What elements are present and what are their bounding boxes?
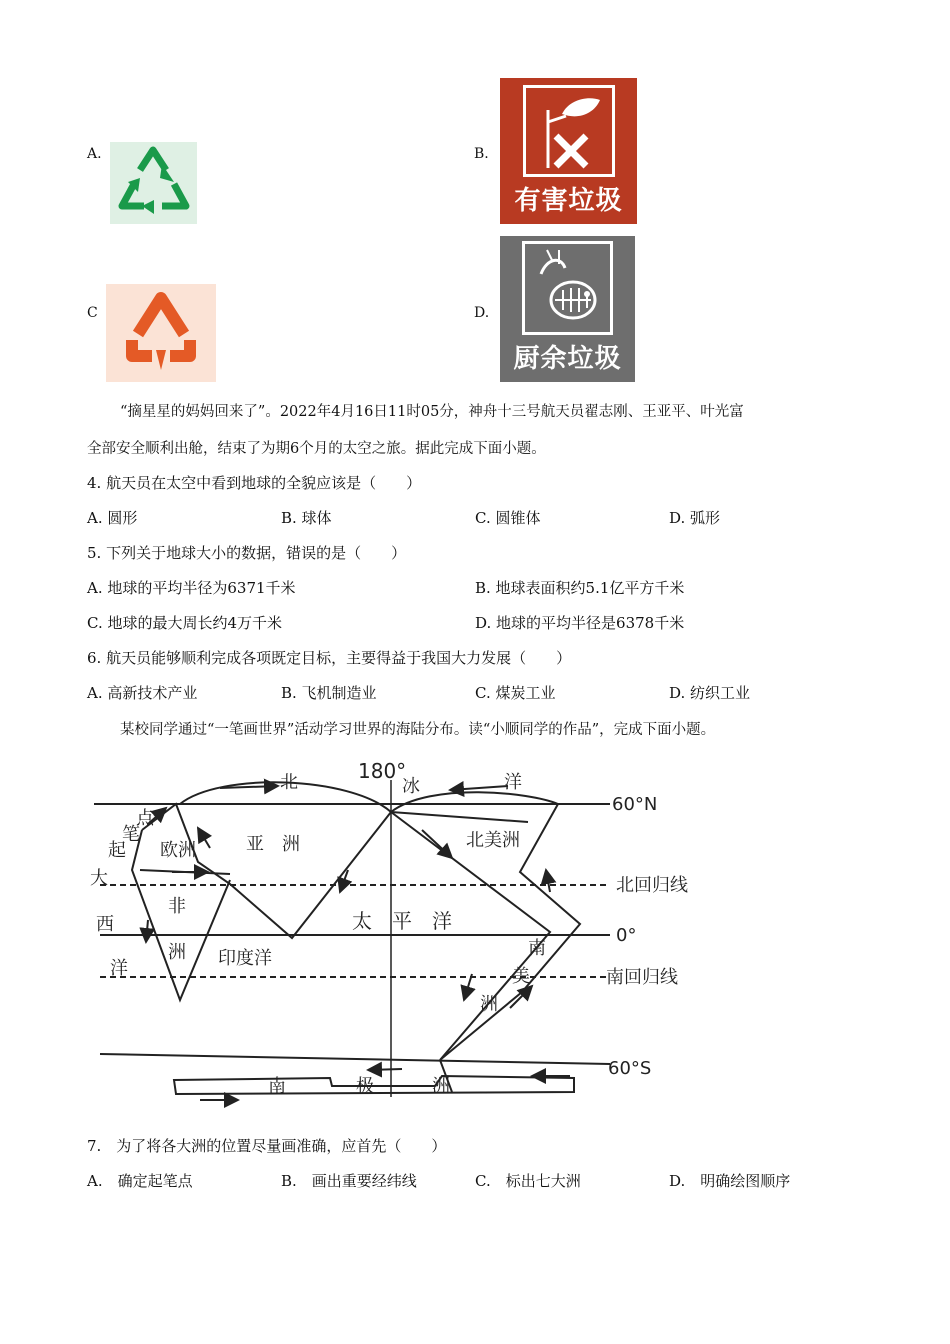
q6-option-a[interactable]: A. 高新技术产业	[87, 684, 198, 702]
q4-stem: 4. 航天员在太空中看到地球的全貌应该是（ ）	[87, 474, 422, 492]
antarctica-label-3: 洲	[432, 1076, 450, 1097]
atlantic-label-1: 大	[90, 868, 108, 889]
option-b-letter: B.	[474, 146, 489, 162]
start-point-label-1: 起	[108, 840, 126, 861]
lat-60n-label: 60°N	[612, 794, 658, 815]
arctic-ocean-label-3: 洋	[504, 772, 522, 793]
recycle-icon	[110, 142, 197, 224]
equator-label: 0°	[616, 925, 637, 946]
q5-stem: 5. 下列关于地球大小的数据，错误的是（ ）	[87, 544, 407, 562]
atlantic-label-2: 西	[96, 914, 114, 935]
europe-label: 欧洲	[160, 840, 196, 861]
q5-option-c[interactable]: C. 地球的最大周长约4万千米	[87, 614, 283, 632]
hazardous-waste-label: 有害垃圾	[514, 186, 623, 216]
sketch-world-map	[80, 752, 720, 1112]
passage-1-line-2: 全部安全顺利出舱，结束了为期6个月的太空之旅。据此完成下面小题。	[87, 441, 546, 457]
q5-option-b[interactable]: B. 地球表面积约5.1亿平方千米	[475, 579, 685, 597]
option-d-image	[500, 236, 635, 382]
option-a-image	[110, 142, 197, 224]
option-b-image	[500, 78, 637, 224]
lat-60s-label: 60°S	[608, 1058, 652, 1079]
option-c-letter: C	[87, 305, 98, 321]
north-america-top	[391, 812, 528, 822]
antarctica-label-2: 极	[356, 1076, 374, 1097]
option-c-image	[106, 284, 216, 382]
hazardous-waste-icon	[523, 85, 615, 177]
arctic-ocean-label-1: 北	[280, 772, 298, 793]
q4-option-b[interactable]: B. 球体	[281, 509, 332, 527]
passage-1-line-1: “摘星星的妈妈回来了”。2022年4月16日11时05分，神舟十三号航天员翟志刚、王亚平、叶光富	[120, 404, 744, 420]
africa-label-2: 洲	[168, 942, 186, 963]
south-america-label-2: 美	[512, 966, 530, 987]
arctic-ocean-label-2: 冰	[402, 776, 420, 797]
south-america-label-1: 南	[528, 938, 546, 959]
q5-option-d[interactable]: D. 地球的平均半径是6378千米	[475, 614, 685, 632]
parallel-60s	[100, 1054, 610, 1064]
atlantic-label-3: 洋	[110, 958, 128, 979]
q6-option-c[interactable]: C. 煤炭工业	[475, 684, 556, 702]
q6-stem: 6. 航天员能够顺利完成各项既定目标，主要得益于我国大力发展（ ）	[87, 649, 572, 667]
pacific-ocean-label: 太 平 洋	[352, 909, 452, 933]
recycle-icon	[106, 284, 216, 382]
q7-option-d[interactable]: D. 明确绘图顺序	[669, 1172, 791, 1190]
asia-label: 亚 洲	[246, 834, 300, 855]
option-d-letter: D.	[474, 305, 490, 321]
start-point-label-3: 点	[136, 808, 154, 829]
q7-option-c[interactable]: C. 标出七大洲	[475, 1172, 581, 1190]
tropic-of-cancer-label: 北回归线	[616, 875, 688, 896]
africa-label-1: 非	[168, 896, 186, 917]
north-america-label: 北美洲	[466, 830, 520, 851]
q4-option-c[interactable]: C. 圆锥体	[475, 509, 541, 527]
antarctica-label-1: 南	[268, 1076, 286, 1097]
tropic-of-capricorn-label: 南回归线	[606, 967, 678, 988]
q4-option-a[interactable]: A. 圆形	[87, 509, 138, 527]
q4-option-d[interactable]: D. 弧形	[669, 509, 721, 527]
passage-2-line-1: 某校同学通过“一笔画世界”活动学习世界的海陆分布。读“小顺同学的作品”，完成下面小题。	[120, 722, 716, 738]
option-a-letter: A.	[87, 146, 102, 162]
q6-option-d[interactable]: D. 纺织工业	[669, 684, 751, 702]
kitchen-waste-icon	[522, 241, 613, 335]
q6-option-b[interactable]: B. 飞机制造业	[281, 684, 377, 702]
indian-ocean-label: 印度洋	[218, 948, 272, 969]
q5-option-a[interactable]: A. 地球的平均半径为6371千米	[87, 579, 296, 597]
south-america-label-3: 洲	[480, 994, 498, 1015]
antarctica-outline	[174, 1076, 574, 1094]
start-point-label-2: 笔	[122, 824, 140, 845]
kitchen-waste-label: 厨余垃圾	[513, 344, 622, 374]
meridian-180-label: 180°	[358, 759, 407, 783]
q7-option-b[interactable]: B. 画出重要经纬线	[281, 1172, 417, 1190]
q7-stem: 7. 为了将各大洲的位置尽量画准确，应首先（ ）	[87, 1137, 447, 1155]
q7-option-a[interactable]: A. 确定起笔点	[87, 1172, 193, 1190]
